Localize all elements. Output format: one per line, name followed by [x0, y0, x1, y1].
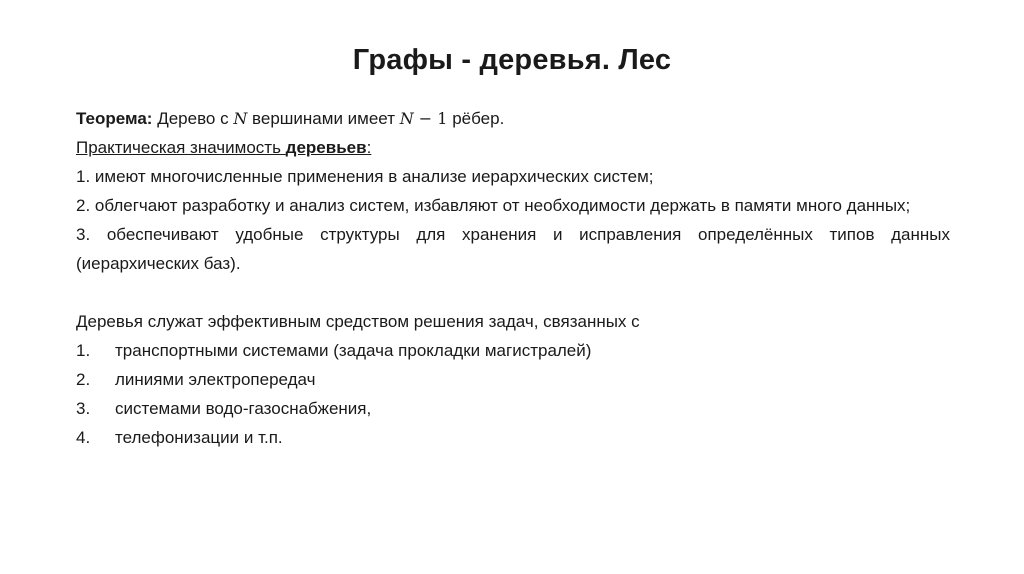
list-item-number: 1.: [76, 341, 91, 360]
list-item: [76, 365, 950, 394]
significance-point: 3. обеспечивают удобные структуры для хранения и исправления определённых типов данных (иерархических баз).: [76, 225, 950, 273]
slide-title: Графы - деревья. Лес: [352, 44, 672, 76]
theorem-one: 1: [437, 109, 448, 128]
spacer: [76, 278, 950, 307]
list-item-text: телефонизации и т.п.: [115, 428, 283, 447]
theorem-text-middle: вершинами имеет: [247, 109, 400, 128]
list-item-text: системами водо-газоснабжения,: [115, 399, 372, 418]
list-item-text: транспортными системами (задача прокладки магистралей): [115, 341, 592, 360]
slide-body: [76, 104, 950, 452]
significance-bold: деревьев: [285, 138, 367, 157]
theorem-var-n2: N: [399, 109, 414, 128]
list-item-number: 2.: [76, 370, 91, 389]
significance-prefix: Практическая значимость: [76, 138, 286, 157]
list-item-text: линиями электропередач: [115, 370, 316, 389]
list-item: [76, 394, 950, 423]
theorem-text-after: рёбер.: [447, 109, 505, 128]
theorem-label: Теорема:: [76, 109, 153, 128]
theorem-line: [76, 104, 950, 133]
list-item: [76, 423, 950, 452]
list-item: [76, 336, 950, 365]
applications-intro: Деревья служат эффективным средством решения задач, связанных с: [76, 312, 640, 331]
theorem-text-before: Дерево с: [152, 109, 234, 128]
significance-point: 1. имеют многочисленные применения в анализе иерархических систем;: [76, 167, 654, 186]
list-item-number: 3.: [76, 399, 91, 418]
significance-heading: [76, 133, 950, 162]
list-item-number: 4.: [76, 428, 91, 447]
significance-point: 2. облегчают разработку и анализ систем, избавляют от необходимости держать в памяти много данных;: [76, 196, 911, 215]
significance-suffix: :: [366, 138, 372, 157]
theorem-var-n: N: [233, 109, 248, 128]
theorem-minus: −: [413, 109, 438, 128]
